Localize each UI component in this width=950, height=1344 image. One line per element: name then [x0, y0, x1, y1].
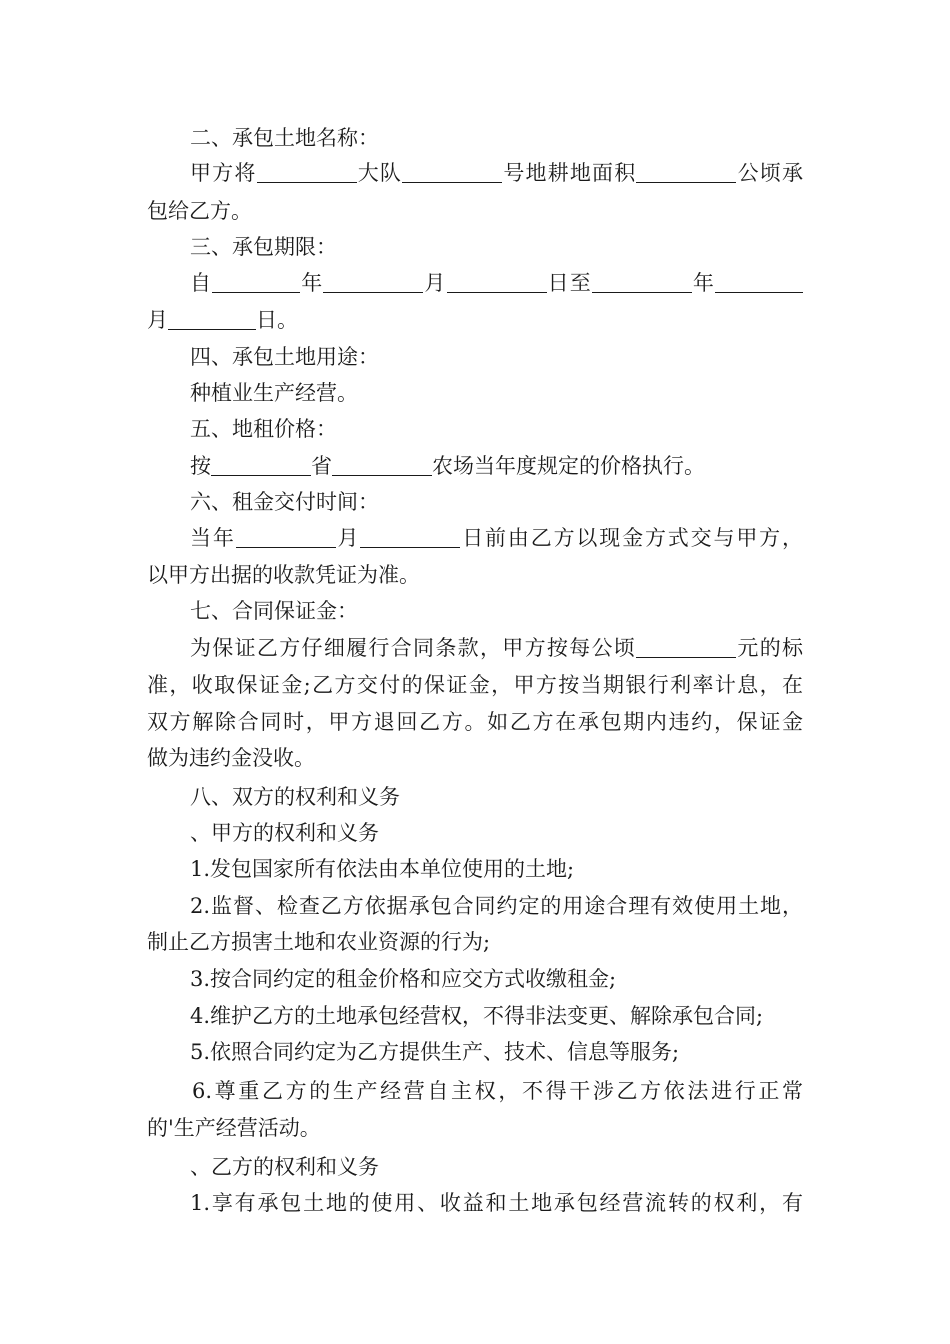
- fill-blank[interactable]: [636, 162, 736, 183]
- section-2-body: [190, 158, 803, 188]
- section-3-body: [190, 268, 803, 298]
- text-fragment: 月: [335, 526, 361, 550]
- text-fragment: 月: [423, 271, 447, 295]
- section-6-body-cont: 以甲方出据的收款凭证为准。: [147, 563, 420, 587]
- fill-blank[interactable]: [592, 272, 692, 293]
- fill-blank[interactable]: [402, 162, 502, 183]
- fill-blank[interactable]: [211, 455, 311, 476]
- text-fragment: 农场当年度规定的价格执行。: [432, 454, 705, 478]
- section-7-body-line-3: 双方解除合同时，甲方退回乙方。如乙方在承包期内违约，保证金: [147, 710, 803, 734]
- fill-blank[interactable]: [257, 162, 357, 183]
- section-7-body-line-2: 准，收取保证金;乙方交付的保证金，甲方按当期银行利率计息，在: [147, 673, 803, 697]
- party-a-item-3: 3.按合同约定的租金价格和应交方式收缴租金;: [190, 967, 617, 991]
- party-b-item-1: 1.享有承包土地的使用、收益和土地承包经营流转的权利，有: [190, 1191, 803, 1215]
- text-fragment: 月: [147, 308, 168, 332]
- fill-blank[interactable]: [236, 527, 336, 548]
- fill-blank[interactable]: [212, 272, 300, 293]
- section-6-body: [190, 523, 803, 553]
- party-b-heading: 、乙方的权利和义务: [190, 1155, 379, 1179]
- fill-blank[interactable]: [447, 272, 547, 293]
- section-3-body-cont: [147, 305, 298, 335]
- text-fragment: 元的标: [736, 636, 804, 660]
- party-a-item-2-cont: 制止乙方损害土地和农业资源的行为;: [147, 930, 491, 954]
- party-a-item-1: 1.发包国家所有依法由本单位使用的土地;: [190, 857, 575, 881]
- fill-blank[interactable]: [636, 637, 736, 658]
- section-2-heading: 二、承包土地名称：: [190, 126, 379, 150]
- fill-blank[interactable]: [168, 309, 256, 330]
- section-5-body: [190, 451, 705, 481]
- section-2-body-cont: 包给乙方。: [147, 199, 252, 223]
- section-8-heading: 八、双方的权利和义务: [190, 785, 400, 809]
- section-3-heading: 三、承包期限：: [190, 235, 337, 259]
- section-7-body: [190, 633, 803, 663]
- text-fragment: 号地耕地面积: [502, 161, 637, 185]
- party-a-heading: 、甲方的权利和义务: [190, 821, 379, 845]
- party-a-item-2: 2.监督、检查乙方依据承包合同约定的用途合理有效使用土地，: [190, 894, 803, 918]
- party-a-item-6: 6.尊重乙方的生产经营自主权，不得干涉乙方依法进行正常: [192, 1079, 803, 1103]
- text-fragment: 为保证乙方仔细履行合同条款，甲方按每公顷: [190, 636, 637, 660]
- text-fragment: 年: [300, 271, 324, 295]
- text-fragment: 日前由乙方以现金方式交与甲方，: [460, 526, 804, 550]
- section-7-body-line-4: 做为违约金没收。: [147, 746, 315, 770]
- text-fragment: 大队: [356, 161, 403, 185]
- fill-blank[interactable]: [323, 272, 423, 293]
- section-4-body: 种植业生产经营。: [190, 381, 358, 405]
- fill-blank[interactable]: [715, 272, 803, 293]
- party-a-item-6-cont: 的'生产经营活动。: [147, 1116, 321, 1140]
- text-fragment: 省: [311, 454, 332, 478]
- section-7-heading: 七、合同保证金：: [190, 599, 358, 623]
- party-a-item-5: 5.依照合同约定为乙方提供生产、技术、信息等服务;: [190, 1040, 680, 1064]
- text-fragment: 当年: [190, 526, 236, 550]
- section-6-heading: 六、租金交付时间：: [190, 490, 379, 514]
- fill-blank[interactable]: [332, 455, 432, 476]
- text-fragment: 日至: [546, 271, 592, 295]
- text-fragment: 公顷承: [736, 161, 803, 185]
- party-a-item-4: 4.维护乙方的土地承包经营权，不得非法变更、解除承包合同;: [190, 1004, 764, 1028]
- text-fragment: 日。: [256, 308, 298, 332]
- text-fragment: 年: [691, 271, 716, 295]
- text-fragment: 自: [190, 271, 213, 295]
- text-fragment: 按: [190, 454, 211, 478]
- section-5-heading: 五、地租价格：: [190, 417, 337, 441]
- text-fragment: 甲方将: [190, 161, 257, 185]
- fill-blank[interactable]: [360, 527, 460, 548]
- section-4-heading: 四、承包土地用途：: [190, 345, 379, 369]
